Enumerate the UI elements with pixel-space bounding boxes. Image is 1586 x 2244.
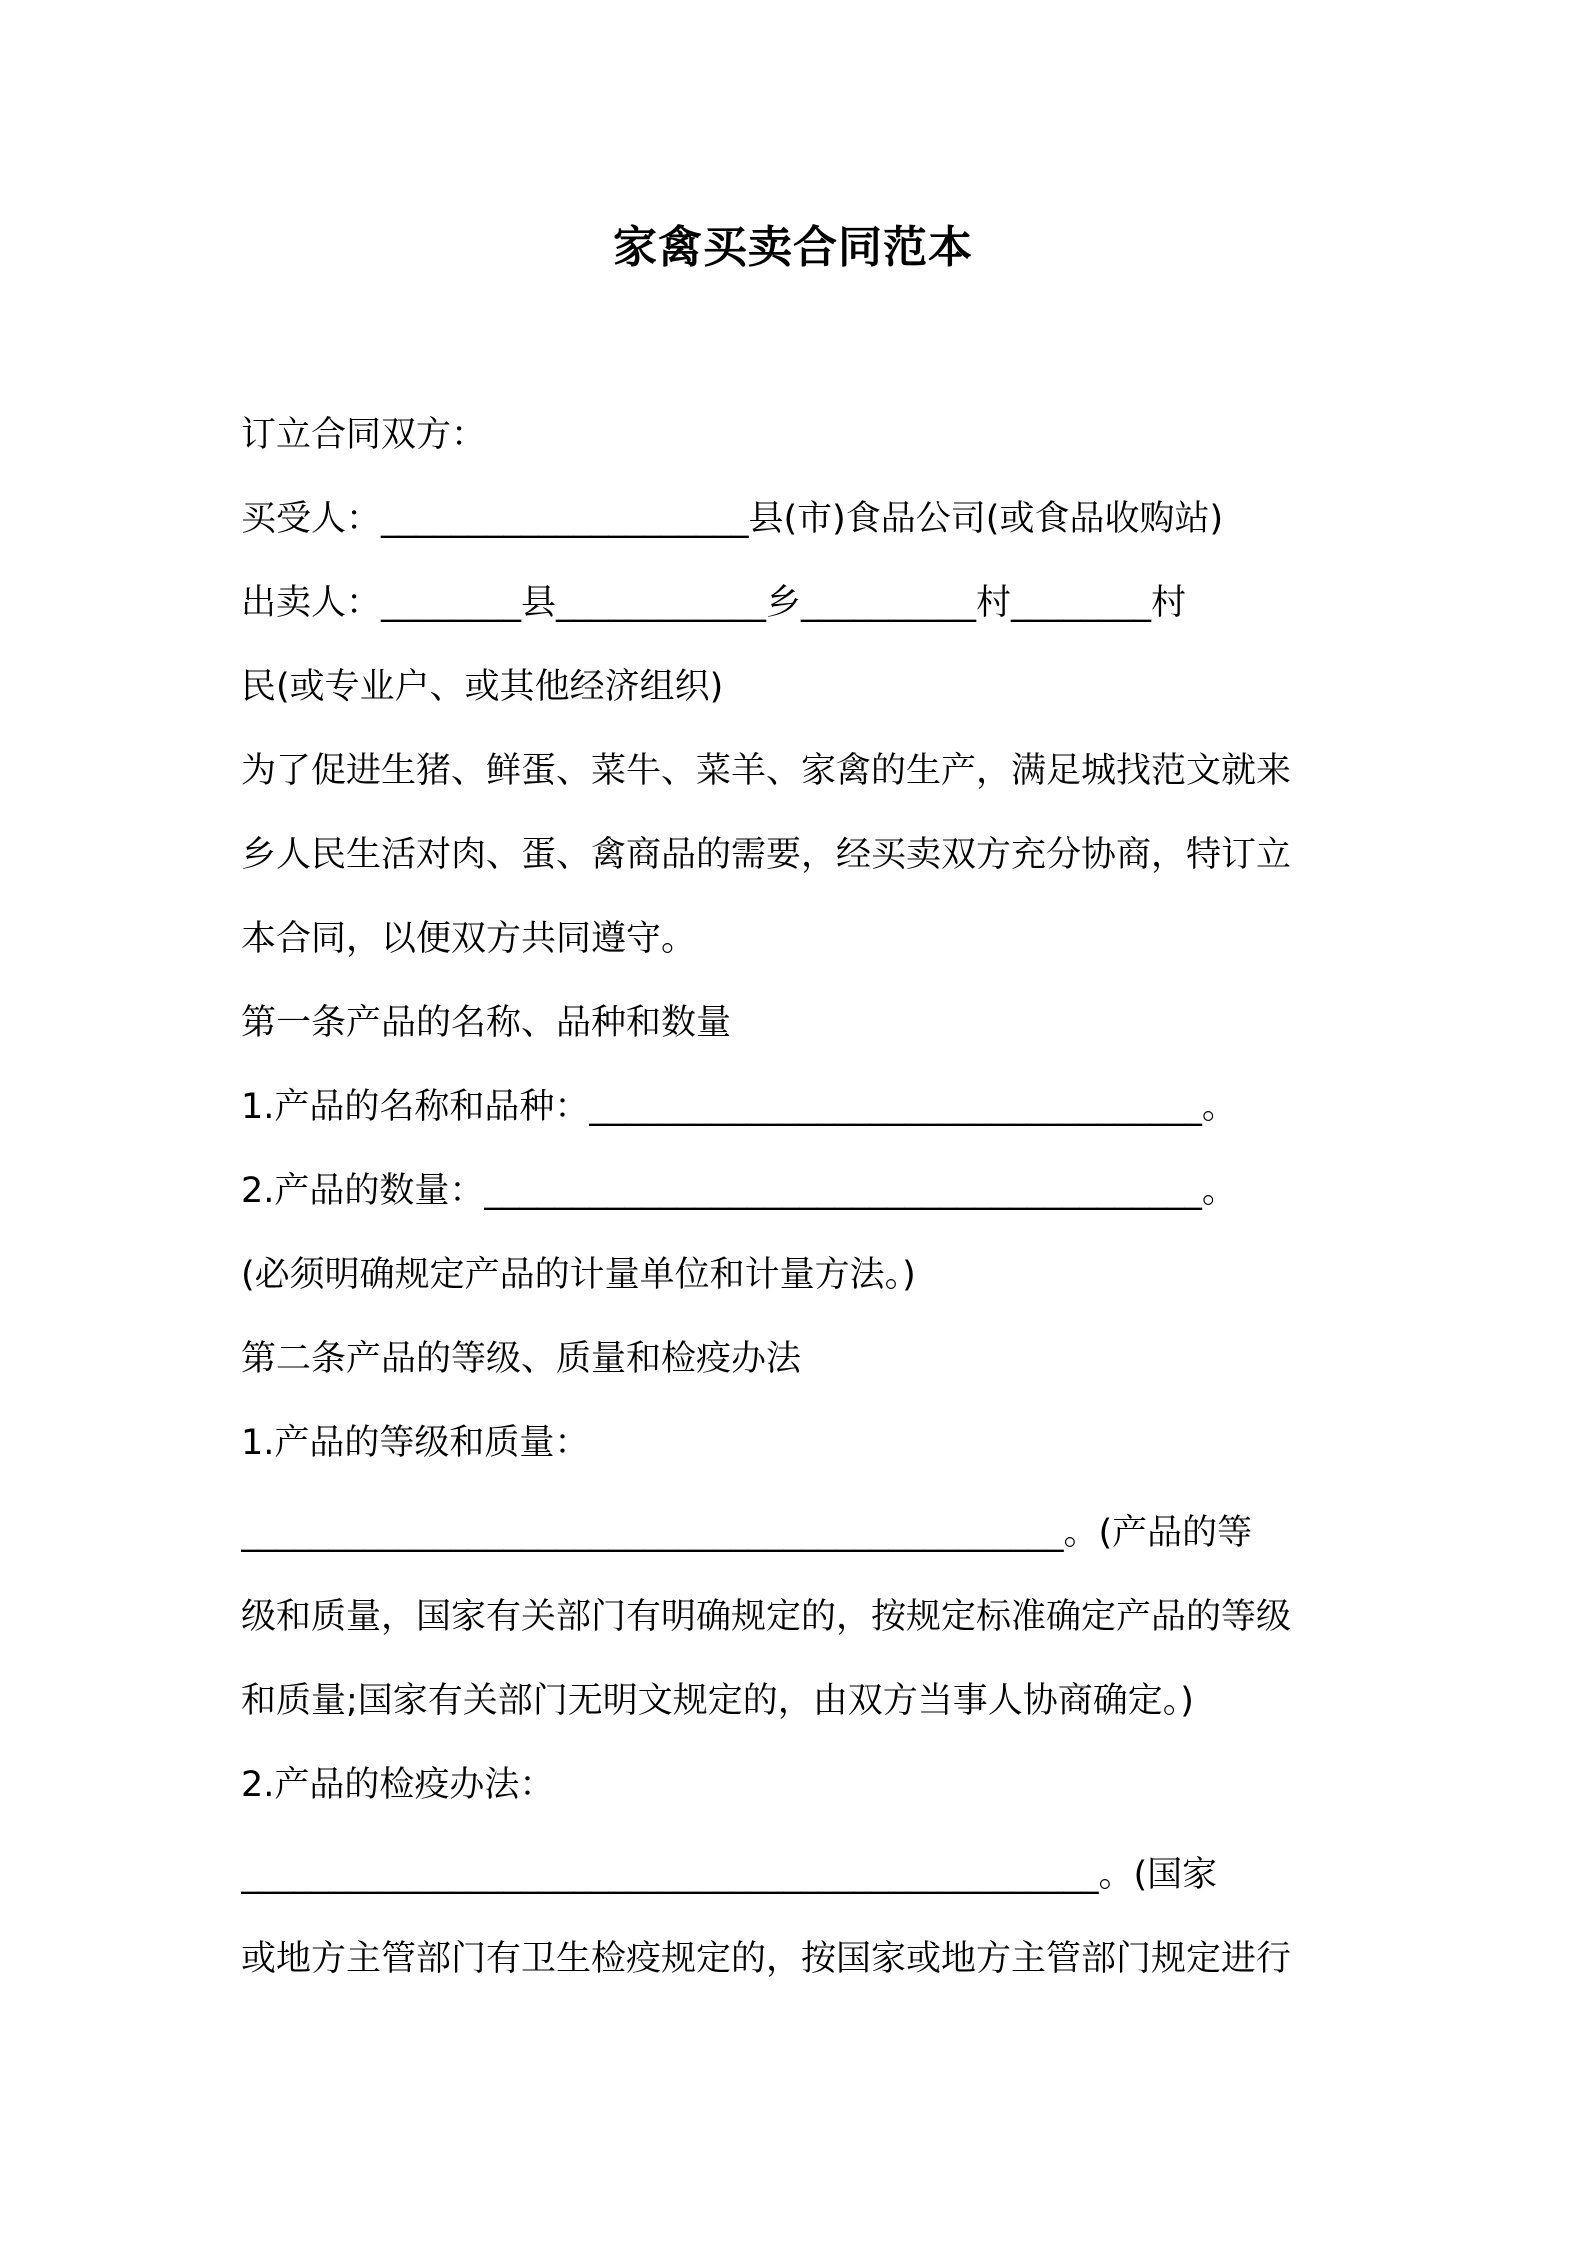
seller-line: 出卖人：________县____________乡__________村________村 (241, 583, 1187, 623)
article-2-item-2-note: 或地方主管部门有卫生检疫规定的，按国家或地方主管部门规定进行 (241, 1939, 1292, 1979)
article-2-heading: 第二条产品的等级、质量和检疫办法 (241, 1339, 802, 1379)
seller-line-continued: 民(或专业户、或其他经济组织) (241, 667, 724, 707)
article-2-item-1-note-1: 级和质量，国家有关部门有明确规定的，按规定标准确定产品的等级 (241, 1597, 1292, 1637)
preamble-line-3: 本合同，以便双方共同遵守。 (241, 919, 697, 959)
article-1-note: (必须明确规定产品的计量单位和计量方法。) (241, 1255, 916, 1295)
buyer-line: 买受人：_____________________县(市)食品公司(或食品收购站) (241, 499, 1224, 539)
article-1-item-2: 2.产品的数量：_________________________________________。 (241, 1171, 1237, 1211)
article-2-item-1-blank: _______________________________________________。(产品的等 (241, 1513, 1253, 1553)
document-title: 家禽买卖合同范本 (613, 222, 973, 273)
article-1-heading: 第一条产品的名称、品种和数量 (241, 1003, 732, 1043)
parties-heading: 订立合同双方： (241, 415, 487, 455)
article-2-item-1-note-2: 和质量;国家有关部门无明文规定的，由双方当事人协商确定。) (241, 1681, 1194, 1721)
article-2-item-2: 2.产品的检疫办法： (241, 1765, 555, 1805)
article-2-item-1: 1.产品的等级和质量： (241, 1423, 590, 1463)
preamble-line-1: 为了促进生猪、鲜蛋、菜牛、菜羊、家禽的生产，满足城找范文就来 (241, 751, 1292, 791)
article-1-item-1: 1.产品的名称和品种：___________________________________。 (241, 1087, 1237, 1127)
article-2-item-2-blank: _________________________________________________。(国家 (241, 1855, 1218, 1895)
preamble-line-2: 乡人民生活对肉、蛋、禽商品的需要，经买卖双方充分协商，特订立 (241, 835, 1292, 875)
